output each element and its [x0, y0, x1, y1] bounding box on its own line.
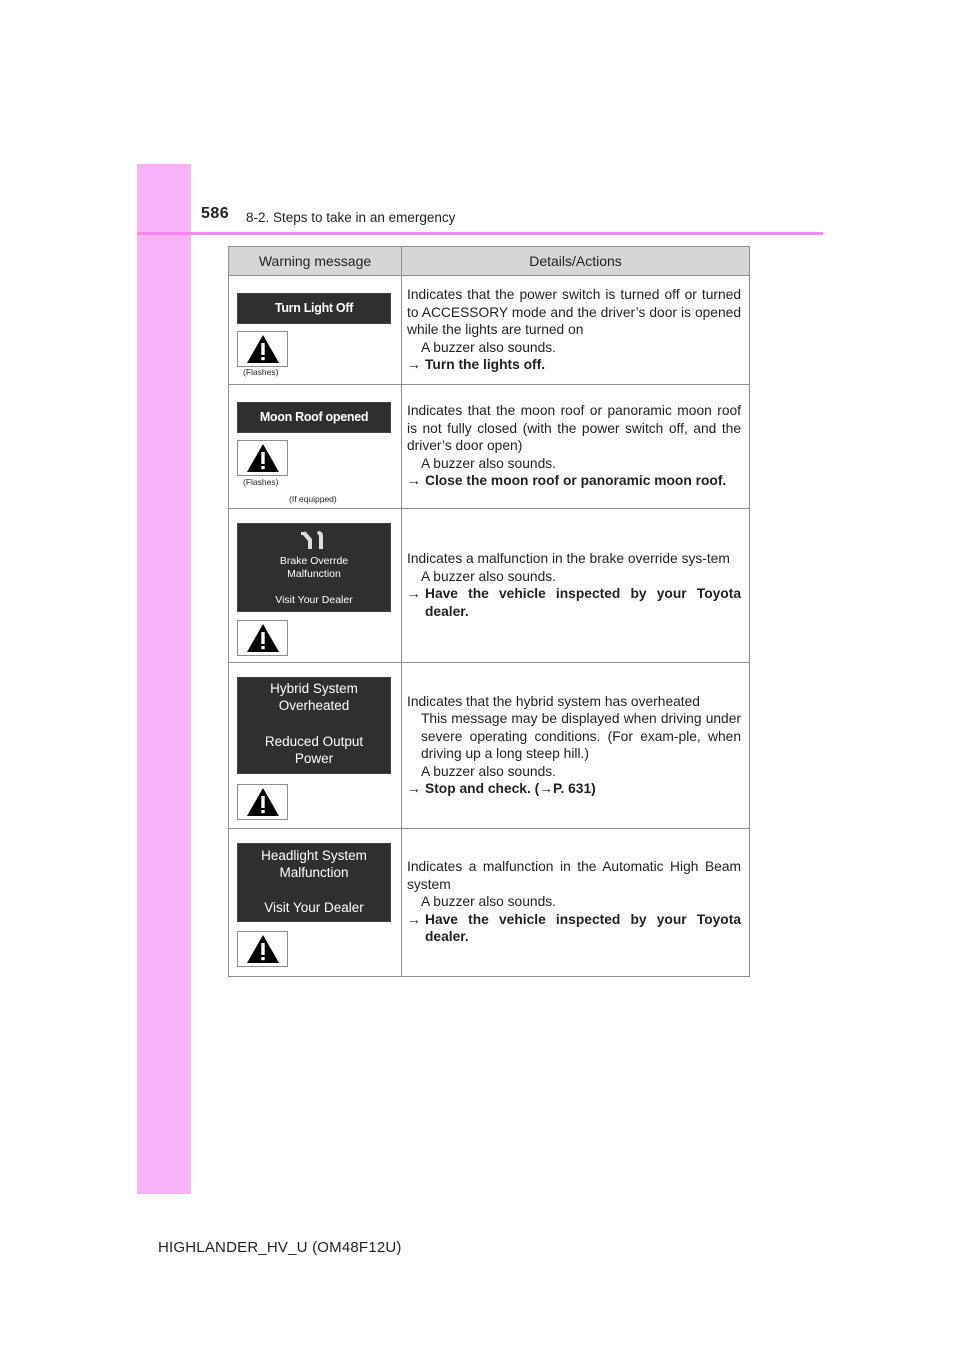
warning-triangle-icon: [246, 334, 280, 364]
condition-note: This message may be displayed when driving under severe operating conditions. (For exam-ple, when driving up a long steep hill.): [421, 711, 741, 761]
if-equipped-note: (If equipped): [289, 493, 337, 504]
warning-message-cell: [229, 276, 402, 385]
warning-message-cell: [229, 828, 402, 976]
display-line: Visit Your Dealer: [275, 593, 353, 606]
arrow-symbol: →: [407, 911, 421, 927]
action-line: [407, 472, 741, 490]
action-text: Have the vehicle inspected by your Toyota dealer.: [425, 911, 741, 945]
arrow-symbol: →: [407, 586, 421, 601]
page-number: 586: [201, 205, 230, 222]
display-message: [237, 402, 391, 433]
display-line: Hybrid System: [270, 680, 358, 696]
arrow-symbol: →: [407, 781, 421, 796]
display-line: [237, 581, 391, 594]
buzzer-note: A buzzer also sounds.: [421, 894, 556, 910]
details-cell: [402, 276, 750, 385]
display-line: Headlight System: [261, 847, 367, 863]
display-line: Visit Your Dealer: [264, 899, 364, 915]
warning-indicator: [237, 331, 288, 367]
action-text: Turn the lights off.: [425, 357, 546, 372]
footer-model-code: HIGHLANDER_HV_U (OM48F12U): [158, 1239, 402, 1256]
detail-text: Indicates that the moon roof or panoramic moon roof is not fully closed (with the power switch off, and the driver’s door open): [407, 403, 741, 454]
warning-triangle-icon: [246, 443, 280, 473]
warning-indicator: [237, 931, 288, 967]
warning-indicator: [237, 440, 288, 476]
action-text: Close the moon roof or panoramic moon roof.: [425, 473, 727, 489]
buzzer-note: A buzzer also sounds.: [421, 568, 556, 584]
arrow-symbol: →: [407, 473, 421, 489]
action-text: Stop and check. (→P. 631): [425, 781, 596, 796]
action-line: [407, 356, 741, 374]
detail-text: Indicates that the hybrid system has overheated: [407, 693, 700, 709]
warning-indicator: [237, 620, 288, 656]
detail-text: Indicates a malfunction in the Automatic High Beam system: [407, 859, 741, 892]
side-tab: [137, 164, 191, 1194]
warning-triangle-icon: [246, 787, 280, 817]
arrow-symbol: →: [407, 357, 421, 372]
display-line: Power: [294, 751, 334, 766]
warning-message-cell: [229, 662, 402, 828]
col-header-warning: Warning message: [229, 247, 402, 276]
display-message: [237, 523, 391, 612]
buzzer-note: A buzzer also sounds.: [421, 763, 556, 779]
buzzer-note: A buzzer also sounds.: [421, 455, 556, 471]
table-row: [229, 276, 750, 385]
brake-override-icon: [299, 529, 329, 553]
display-line: Reduced Output: [264, 733, 364, 749]
table-row: [229, 508, 750, 662]
details-cell: [402, 508, 750, 662]
warning-indicator: [237, 784, 288, 820]
display-line: Malfunction: [279, 865, 349, 880]
details-cell: [402, 828, 750, 976]
action-line: [407, 780, 741, 798]
display-line: Overheated: [278, 698, 350, 713]
display-line: [237, 882, 391, 899]
warning-message-cell: [229, 508, 402, 662]
buzzer-note: A buzzer also sounds.: [421, 339, 556, 355]
warning-message-table: [228, 246, 750, 977]
warning-triangle-icon: [246, 934, 280, 964]
detail-text: Indicates that the power switch is turned off or turned to ACCESSORY mode and the driver’s door is opened while the lights are turned on: [407, 287, 741, 337]
display-line: Moon Roof opened: [259, 409, 369, 424]
display-line: Brake Overrde: [279, 554, 349, 567]
details-cell: [402, 384, 750, 508]
flashes-label: (Flashes): [243, 367, 279, 377]
warning-message-cell: [229, 384, 402, 508]
display-line: Malfunction: [287, 567, 341, 580]
detail-text: Indicates a malfunction in the brake override sys-tem: [407, 551, 730, 566]
display-message: [237, 677, 391, 774]
display-line: Turn Light Off: [274, 301, 354, 315]
header-rule: [137, 232, 823, 235]
warning-triangle-icon: [246, 623, 280, 653]
display-message: [237, 843, 391, 922]
col-header-details: Details/Actions: [402, 247, 750, 276]
table-row: [229, 662, 750, 828]
details-cell: [402, 662, 750, 828]
action-line: [407, 911, 741, 946]
flashes-label: (Flashes): [243, 476, 279, 487]
display-message: [237, 293, 391, 324]
section-title: 8-2. Steps to take in an emergency: [246, 210, 456, 225]
table-header-row: [229, 247, 750, 276]
table-row: [229, 384, 750, 508]
table-row: [229, 828, 750, 976]
action-line: [407, 585, 741, 620]
display-line: [237, 715, 391, 733]
action-text: Have the vehicle inspected by your Toyota dealer.: [425, 586, 741, 619]
